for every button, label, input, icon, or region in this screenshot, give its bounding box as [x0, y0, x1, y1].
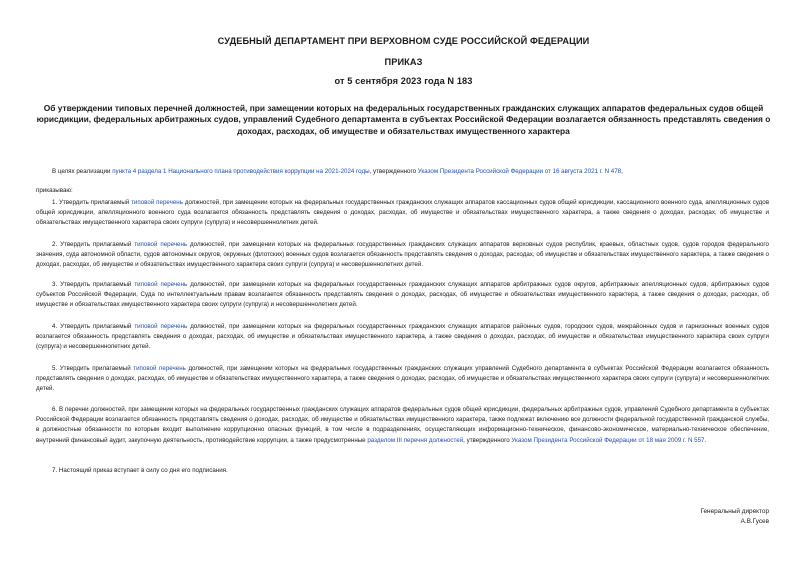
- item-6-link-section-3[interactable]: разделом III: [367, 436, 402, 444]
- item-2-link[interactable]: типовой перечень: [134, 241, 188, 248]
- preamble-text-1: В целях реализации: [52, 168, 113, 175]
- order-item-5: [36, 364, 769, 395]
- order-item-7: [36, 466, 769, 476]
- order-item-4: [36, 322, 769, 353]
- order-item-1: [36, 198, 769, 229]
- item-2-text-a: 2. Утвердить прилагаемый: [52, 241, 135, 248]
- item-6-text-c: , утвержденного: [463, 436, 512, 444]
- item-4-link[interactable]: типовой перечень: [134, 323, 188, 330]
- item-1-link[interactable]: типовой перечень: [131, 199, 183, 206]
- item-1-text-b: должностей, при замещении которых на федеральных государственных гражданских служащих аппаратов кассационных судов общей юрисдикции, кассационного военного суда, апелляционных судов общей юрисдикции, апелляционного военного суда возлагается обязанность представлять сведения о доходах, расходах, об имуществе и обязательствах имущественного характера, а также сведения о доходах, расходах, об имуществе и обязательствах имущественного характера своих супруги (супруга) и несовершеннолетних детей.: [36, 199, 769, 227]
- item-7-text: 7. Настоящий приказ вступает в силу со дня его подписания.: [52, 467, 228, 474]
- signature-block: [700, 507, 769, 527]
- item-5-text-b: должностей, при замещении которых на федеральных государственных гражданских служащих управлений Судебного департамента в субъектах Российской Федерации возлагается обязанность представлять сведения о доходах, расходах, об имуществе и обязательствах имущественного характера, а также сведения о доходах, расходах, об имуществе и обязательствах имущественного характера своих супруги (супруга) и несовершеннолетних детей.: [36, 365, 769, 393]
- issuing-organization: СУДЕБНЫЙ ДЕПАРТАМЕНТ ПРИ ВЕРХОВНОМ СУДЕ РОССИЙСКОЙ ФЕДЕРАЦИИ: [217, 36, 590, 46]
- item-6-link-positions-list[interactable]: перечня должностей: [403, 436, 464, 444]
- preamble: [36, 167, 769, 177]
- document-title: Об утверждении типовых перечней должностей, при замещении которых на федеральных государственных гражданских служащих аппаратов федеральных судов общей юрисдикции, федеральных арбитражных судов, управлений Судебного департамента в субъектах Российской Федерации возлагается обязанность представлять сведения о доходах, расходах, об имуществе и обязательствах имущественного характера: [36, 103, 771, 136]
- item-3-link[interactable]: типовой перечень: [134, 281, 188, 288]
- item-6-text-a: 6. В перечни должностей, при замещении которых на федеральных государственных гражданских служащих аппаратов федеральных судов общей юрисдикции, федеральных арбитражных судов, управлений Судебного департамента в субъектах Российской Федерации возлагается обязанность представлять сведения о доходах, расходах, об имуществе и обязательствах имущественного характера, также подлежат включению все должности федеральной государственной гражданской службы, в должностные обязанности по которым входит выполнение коррупционно опасных функций, в том числе в подразделениях, осуществляющих информационно-техническое, финансово-экономическое, материально-техническое обеспечение, внутренний финансовый аудит, закупочную деятельность, противодействие коррупции, а также предусмотренные: [36, 406, 769, 444]
- preamble-link-decree-478[interactable]: Указом Президента Российской Федерации от 16 августа 2021 г. N 478: [417, 168, 622, 175]
- order-word: приказываю:: [36, 187, 73, 194]
- preamble-link-national-plan[interactable]: пункта 4 раздела 1 Национального плана противодействия коррупции на 2021-2024 годы: [112, 168, 370, 175]
- item-3-text-a: 3. Утвердить прилагаемый: [52, 281, 135, 288]
- order-item-2: [36, 240, 769, 271]
- order-item-3: [36, 280, 769, 311]
- preamble-text-3: ,: [621, 168, 623, 175]
- item-4-text-a: 4. Утвердить прилагаемый: [52, 323, 135, 330]
- order-item-6: [36, 405, 769, 446]
- item-5-text-a: 5. Утвердить прилагаемый: [52, 365, 134, 372]
- item-2-text-b: должностей, при замещении которых на федеральных государственных гражданских служащих аппаратов верховных судов республик, краевых, областных судов, судов городов федерального значения, суда автономной области, судов автономных округов, окружных (флотских) военных судов возлагается обязанность представлять сведения о доходах, расходах, об имуществе и обязательствах имущественного характера, а также сведения о доходах, расходах, об имуществе и обязательствах имущественного характера своих супруги (супруга) и несовершеннолетних детей.: [36, 241, 769, 269]
- item-3-text-b: должностей, при замещении которых на федеральных государственных гражданских служащих аппаратов арбитражных судов округов, арбитражных апелляционных судов, арбитражных судов субъектов Российской Федерации, Суда по интеллектуальным правам возлагается обязанность представлять сведения о доходах, расходах, об имуществе и обязательствах имущественного характера, а также сведения о доходах, расходах, об имуществе и обязательствах имущественного характера своих супруги (супруга) и несовершеннолетних детей.: [36, 281, 769, 309]
- item-4-text-b: должностей, при замещении которых на федеральных государственных гражданских служащих аппаратов районных судов, городских судов, межрайонных судов и гарнизонных военных судов возлагается обязанность представлять сведения о доходах, расходах, об имуществе и обязательствах имущественного характера, а также сведения о доходах, расходах, об имуществе и обязательствах имущественного характера своих супруги (супруга) и несовершеннолетних детей.: [36, 323, 769, 351]
- preamble-text-2: , утвержденного: [369, 168, 418, 175]
- document-date-number: от 5 сентября 2023 года N 183: [334, 76, 473, 86]
- signatory-name: А.В.Гусев: [740, 518, 769, 525]
- item-6-link-decree-557[interactable]: Указом Президента Российской Федерации от 18 мая 2009 г. N 557: [511, 436, 705, 444]
- item-1-text-a: 1. Утвердить прилагаемый: [52, 199, 132, 206]
- item-6-text-d: .: [704, 436, 707, 444]
- signatory-position: Генеральный директор: [700, 508, 769, 515]
- document-type: ПРИКАЗ: [384, 57, 423, 67]
- item-5-link[interactable]: типовой перечень: [133, 365, 186, 372]
